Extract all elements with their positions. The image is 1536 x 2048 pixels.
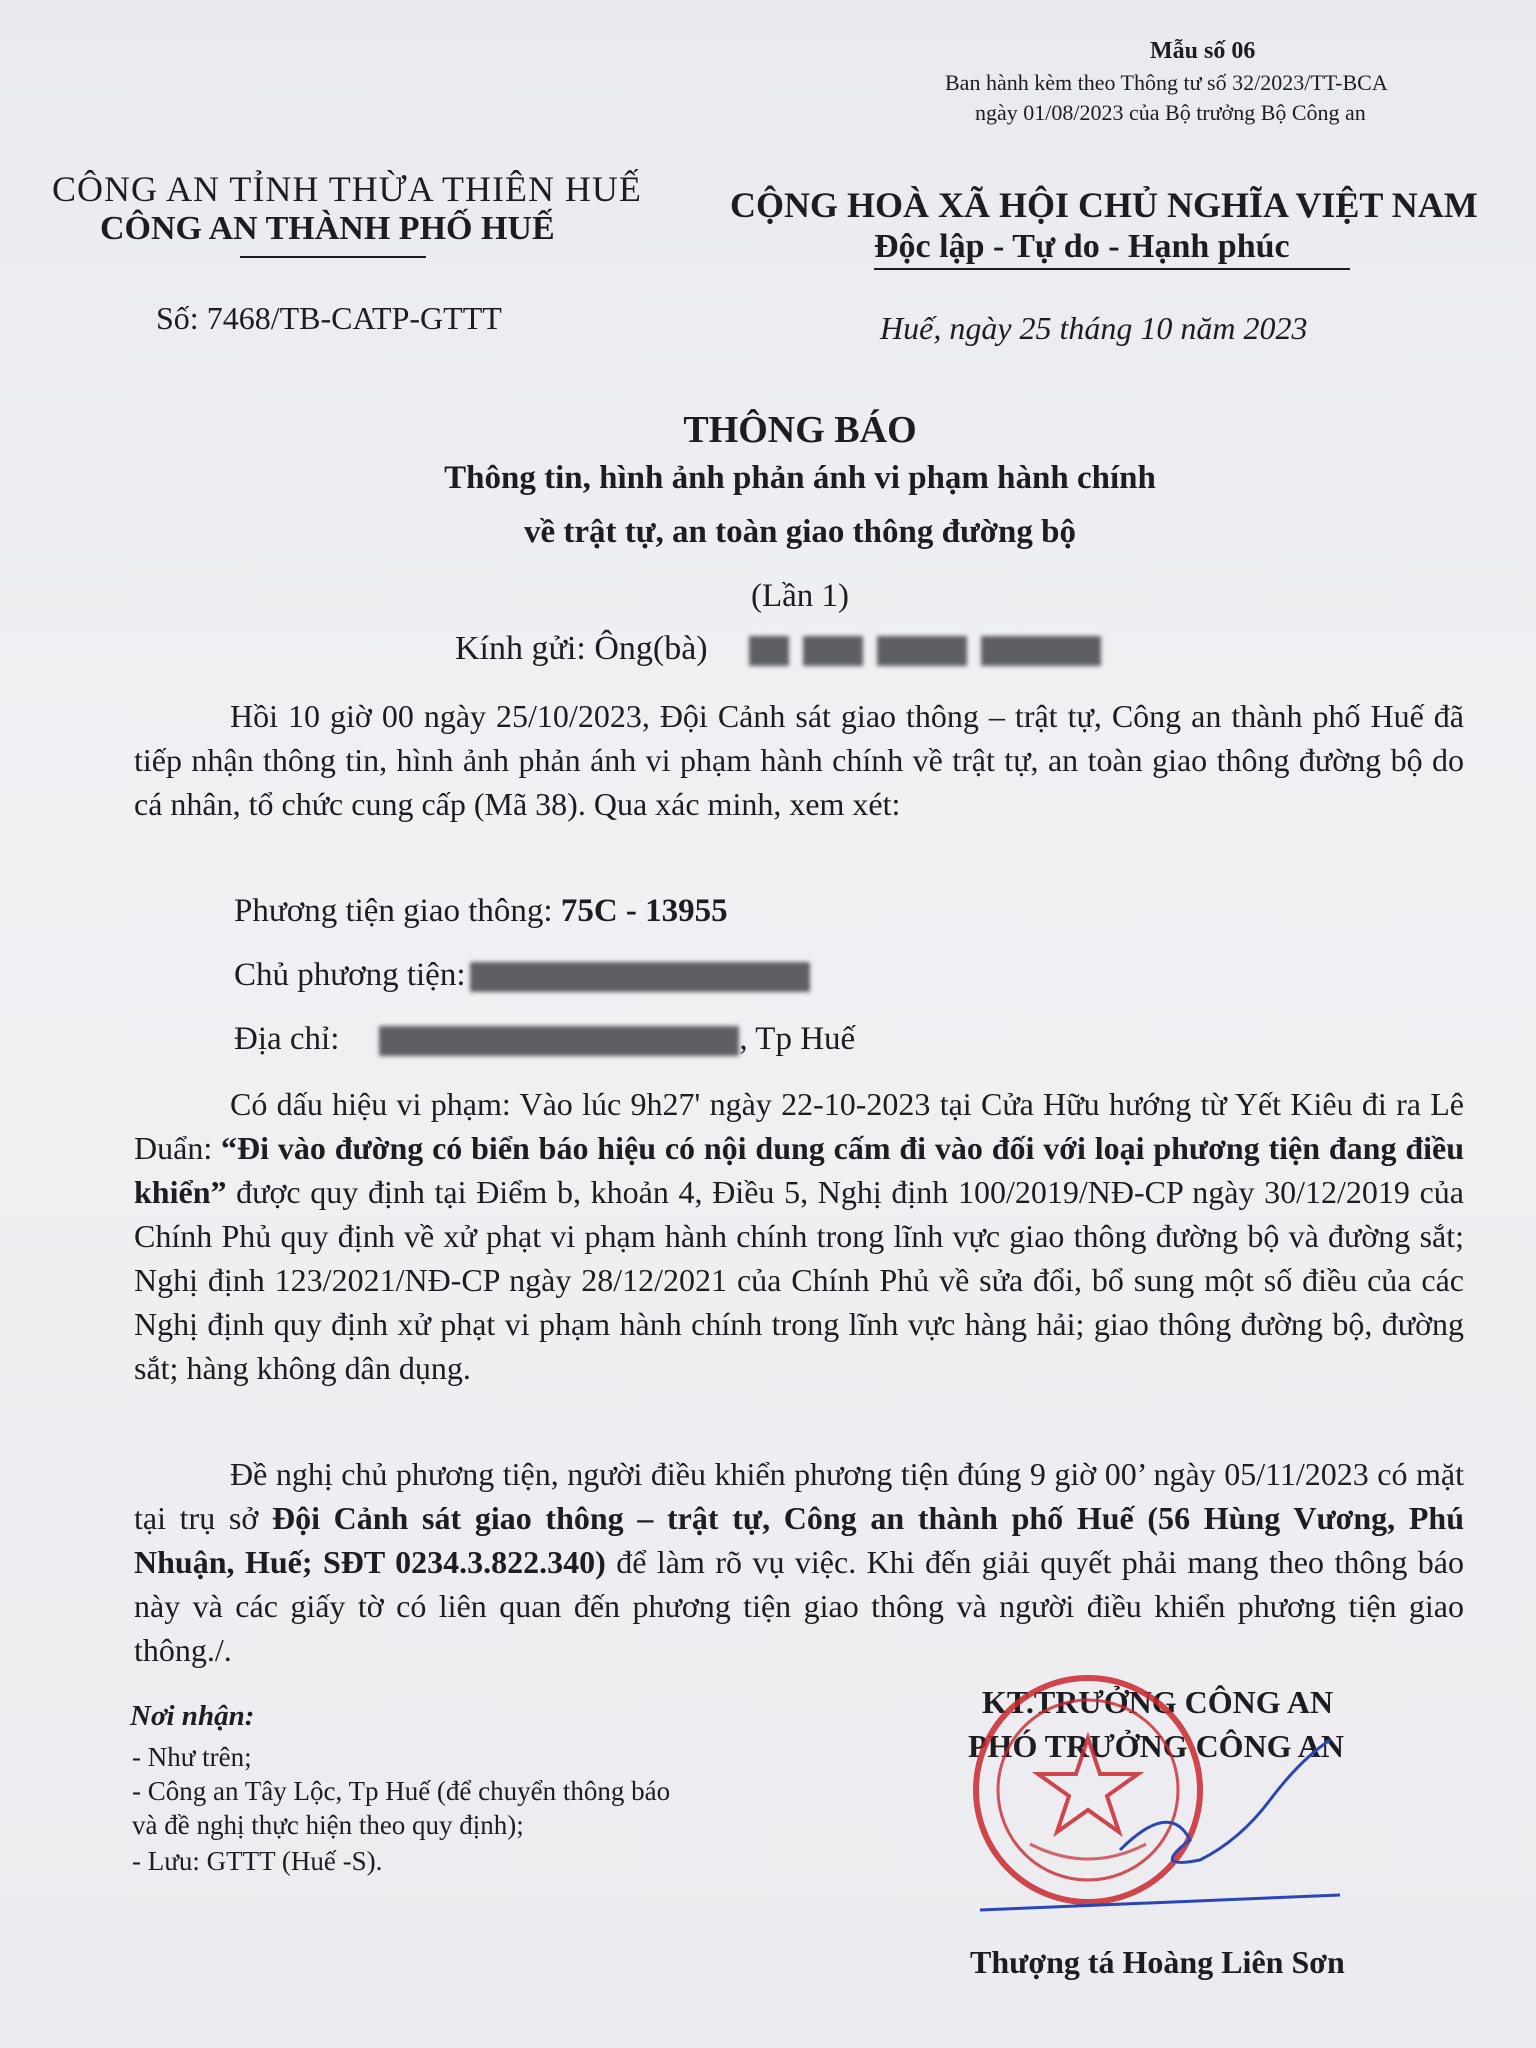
document-subtitle-2: về trật tự, an toàn giao thông đường bộ — [523, 514, 1076, 550]
request-office: Đội Cảnh sát giao thông – trật tự, Công an thành phố Huế (56 Hùng Vương, Phú Nhuận, Huế; SĐT 0234.3.822.340) — [134, 1500, 1465, 1580]
address-field — [234, 1021, 855, 1058]
signature-title-2: PHÓ TRƯỞNG CÔNG AN — [968, 1728, 1345, 1764]
document-number: Số: 7468/TB-CATP-GTTT — [156, 300, 502, 336]
redacted-owner — [470, 962, 810, 992]
redacted-name — [877, 636, 967, 666]
vehicle-label: Phương tiện giao thông: — [234, 893, 553, 929]
redacted-name — [749, 636, 789, 666]
place-date: Huế, ngày 25 tháng 10 năm 2023 — [880, 310, 1308, 346]
document-subtitle-1: Thông tin, hình ảnh phản ánh vi phạm hành chính — [444, 460, 1156, 496]
recipient-item: - Như trên; — [132, 1742, 252, 1772]
vehicle-field — [234, 893, 728, 930]
national-motto: Độc lập - Tự do - Hạnh phúc — [874, 228, 1290, 265]
agency-underline — [240, 256, 426, 258]
recipient-item: và đề nghị thực hiện theo quy định); — [132, 1810, 524, 1840]
recipients-title: Nơi nhận: — [130, 1700, 255, 1732]
agency-parent: CÔNG AN TỈNH THỪA THIÊN HUẾ — [52, 169, 642, 209]
request-paragraph — [134, 1452, 1464, 1672]
violation-paragraph — [134, 1082, 1464, 1390]
intro-paragraph: Hồi 10 giờ 00 ngày 25/10/2023, Đội Cảnh sát giao thông – trật tự, Công an thành phố Huế đã tiếp nhận thông tin, hình ảnh phản ánh vi phạm hành chính về trật tự, an toàn giao thông đường bộ do cá nhân, tổ chức cung cấp (Mã 38). Qua xác minh, xem xét: — [134, 698, 1464, 822]
document-title: THÔNG BÁO — [683, 409, 917, 451]
request-instructions: để làm rõ vụ việc. Khi đến giải quyết phải mang theo thông báo này và các giấy tờ có liên quan đến phương tiện giao thông và người điều khiển phương tiện giao thông./. — [134, 1544, 1465, 1668]
vehicle-plate: 75C - 13955 — [560, 893, 728, 929]
form-note-line-2: ngày 01/08/2023 của Bộ trưởng Bộ Công an — [975, 100, 1366, 125]
motto-underline — [874, 268, 1350, 270]
handwritten-signature — [940, 1720, 1360, 1920]
redacted-name — [803, 636, 863, 666]
recipient-line — [455, 630, 1115, 668]
signature-underline — [980, 1895, 1340, 1910]
form-number: Mẫu số 06 — [1150, 38, 1256, 64]
signature-title-1: KT.TRƯỞNG CÔNG AN — [982, 1684, 1334, 1720]
agency-name: CÔNG AN THÀNH PHỐ HUẾ — [100, 210, 555, 247]
address-label: Địa chỉ: — [234, 1021, 340, 1057]
recipient-label: Kính gửi: Ông(bà) — [455, 630, 708, 667]
redacted-address — [379, 1026, 739, 1056]
request-text: Đề nghị chủ phương tiện, người điều khiển phương tiện đúng 9 giờ 00’ ngày 05/11/2023 có mặt tại trụ sở — [134, 1456, 1464, 1536]
form-note-line-1: Ban hành kèm theo Thông tư số 32/2023/TT-BCA — [945, 70, 1388, 95]
redacted-name — [981, 636, 1101, 666]
owner-label: Chủ phương tiện: — [234, 957, 466, 993]
signature-stroke — [1120, 1740, 1330, 1863]
address-suffix: , Tp Huế — [739, 1021, 856, 1057]
recipient-item: - Lưu: GTTT (Huế -S). — [132, 1846, 383, 1876]
recipient-item: - Công an Tây Lộc, Tp Huế (để chuyển thông báo — [132, 1776, 671, 1806]
violation-text: Có dấu hiệu vi phạm: Vào lúc 9h27' ngày 22-10-2023 tại Cửa Hữu hướng từ Yết Kiêu đi ra Lê Duẩn: — [134, 1086, 1464, 1166]
attempt-number: (Lần 1) — [750, 578, 850, 614]
signer-name: Thượng tá Hoàng Liên Sơn — [970, 1944, 1345, 1980]
owner-field — [234, 957, 824, 994]
violation-description: “Đi vào đường có biển báo hiệu có nội dung cấm đi vào đối với loại phương tiện đang điều khiển” — [134, 1130, 1465, 1210]
violation-legal-basis: được quy định tại Điểm b, khoản 4, Điều 5, Nghị định 100/2019/NĐ-CP ngày 30/12/2019 của Chính Phủ quy định về xử phạt vi phạm hành chính trong lĩnh vực giao thông đường bộ và đường sắt; Nghị định 123/2021/NĐ-CP ngày 28/12/2021 của Chính Phủ về sửa đổi, bổ sung một số điều của các Nghị định quy định xử phạt vi phạm hành chính trong lĩnh vực hàng hải; giao thông đường bộ, đường sắt; hàng không dân dụng. — [134, 1174, 1464, 1386]
republic-heading: CỘNG HOÀ XÃ HỘI CHỦ NGHĨA VIỆT NAM — [730, 185, 1478, 225]
